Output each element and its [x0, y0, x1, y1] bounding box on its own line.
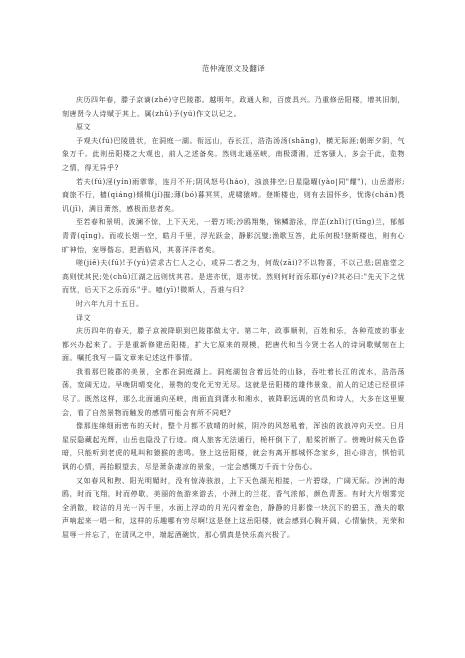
translation-heading: 译文	[76, 313, 91, 322]
original-paragraph-1: 予观夫(fú)巴陵胜状，在洞庭一湖。衔远山，吞长江，浩浩汤汤(shāng)，横无际涯;朝晖夕阴，气象万千。此则岳阳楼之大观也，前人之述备矣。然则北通巫峡，南极潇湘，迁客骚人，多会于此，览物之情，得无异乎?	[62, 136, 405, 172]
document-title: 范仲淹原文及翻译	[201, 64, 266, 73]
original-date-line: 时六年九月十五日。	[76, 299, 144, 308]
original-paragraph-4: 嗟(jiē)夫(fú)!予(yú)尝求古仁人之心，或异二者之为，何哉(zāi)?不以物喜，不以己悲;居庙堂之高则忧其民;处(chǔ)江湖之远则忧其君。是进亦忧，退亦忧。然则何时而乐耶(yé)?其必曰:"先天下之忧而忧，后天下之乐而乐"乎。噫(yī)!微斯人，吾谁与归?	[62, 259, 405, 295]
translation-paragraph-4: 又如春风和煦、阳光明媚时，没有惊涛骇浪，上下天色湖光相接，一片碧绿，广阔无际。沙洲的海鸥，时而飞翔，时而停歇，美丽的鱼游来游去，小洲上的兰花，香气浓郁，颜色青葱。有时大片烟雾完全消散，皎洁的月光一泻千里，水面上浮动的月光闪着金色，静静的月影像一块沉下的碧玉，渔夫的歌声响起来一唱一和，这样的乐趣哪有穷尽啊!这是登上这岳阳楼，就会感到心胸开阔、心情愉快，光荣和屈辱一并忘了，在清风之中，端起酒碗饮，那心情真是快乐高兴极了。	[62, 476, 405, 539]
original-heading: 原文	[76, 123, 91, 132]
translation-paragraph-2: 我看那巴陵郡的美景，全都在洞庭湖上。洞庭湖包含着远处的山脉，吞吐着长江的流水，浩浩荡荡，宽阔无边。早晚阴晴变化，景物的变化无穷无尽。这就是岳阳楼的雄伟景象，前人的记述已经很详尽了。既然这样，那么北面通向巫峡，南面直到潇水和湘水，被降职远调的官员和诗人，大多在这里聚会，看了自然景物而触发的感情可能会有所不同吧?	[62, 367, 405, 417]
original-paragraph-2: 若夫(fú)淫(yín)雨霏霏，连月不开;阴风怒号(háo)，浊浪排空;日星隐曜(yào|同"耀")，山岳潜形;商旅不行，樯(qiáng)倾楫(jí)摧;薄(bó)暮冥冥，虎啸猿啼。登斯楼也，则有去国怀乡，忧谗(chán)畏讥(jī)，满目萧然，感极而悲者矣。	[62, 177, 405, 213]
translation-paragraph-3: 像那连绵细雨密布的天时，整个月都不放晴的时候，阴冷的风怒吼着，浑浊的波浪冲向天空。日月星辰隐藏起光辉，山岳也隐没了行迹。商人旅客无法通行，桅杆倒下了，船桨折断了。傍晚时候天色昏暗，只能听到老虎的吼叫和猿猴的悲鸣。登上这岳阳楼，就会有离开都城怀念家乡，担心诽言，惧怕讥讽的心情，再抬眼望去，尽是萧条凄凉的景象，一定会感慨万千而十分伤心。	[62, 422, 405, 472]
original-paragraph-3: 至若春和景明，波澜不惊，上下天光，一碧万顷;沙鸥翔集，锦鳞游泳，岸芷(zhǐ)汀(tīng)兰，郁郁青青(qīng)。而或长烟一空，皓月千里，浮光跃金，静影沉璧;渔歌互答，此乐何极!登斯楼也，则有心旷神怡，宠辱偕忘，把酒临风，其喜洋洋者矣。	[62, 218, 405, 254]
translation-paragraph-1: 庆历四年的春天，滕子京被降职到巴陵郡做太守。第二年，政事顺利，百姓和乐，各种荒废的事业都兴办起来了。于是重新修建岳阳楼，扩大它原来的规模，把唐代和当今贤士名人的诗词歌赋刻在上面。嘱托我写一篇文章来记述这件事情。	[62, 327, 405, 363]
intro-paragraph: 庆历四年春，滕子京谪(zhé)守巴陵郡。越明年，政通人和，百废具兴。乃重修岳阳楼，增其旧制，刻唐贤今人诗赋于其上。属(zhǔ)予(yú)作文以记之。	[62, 96, 405, 118]
